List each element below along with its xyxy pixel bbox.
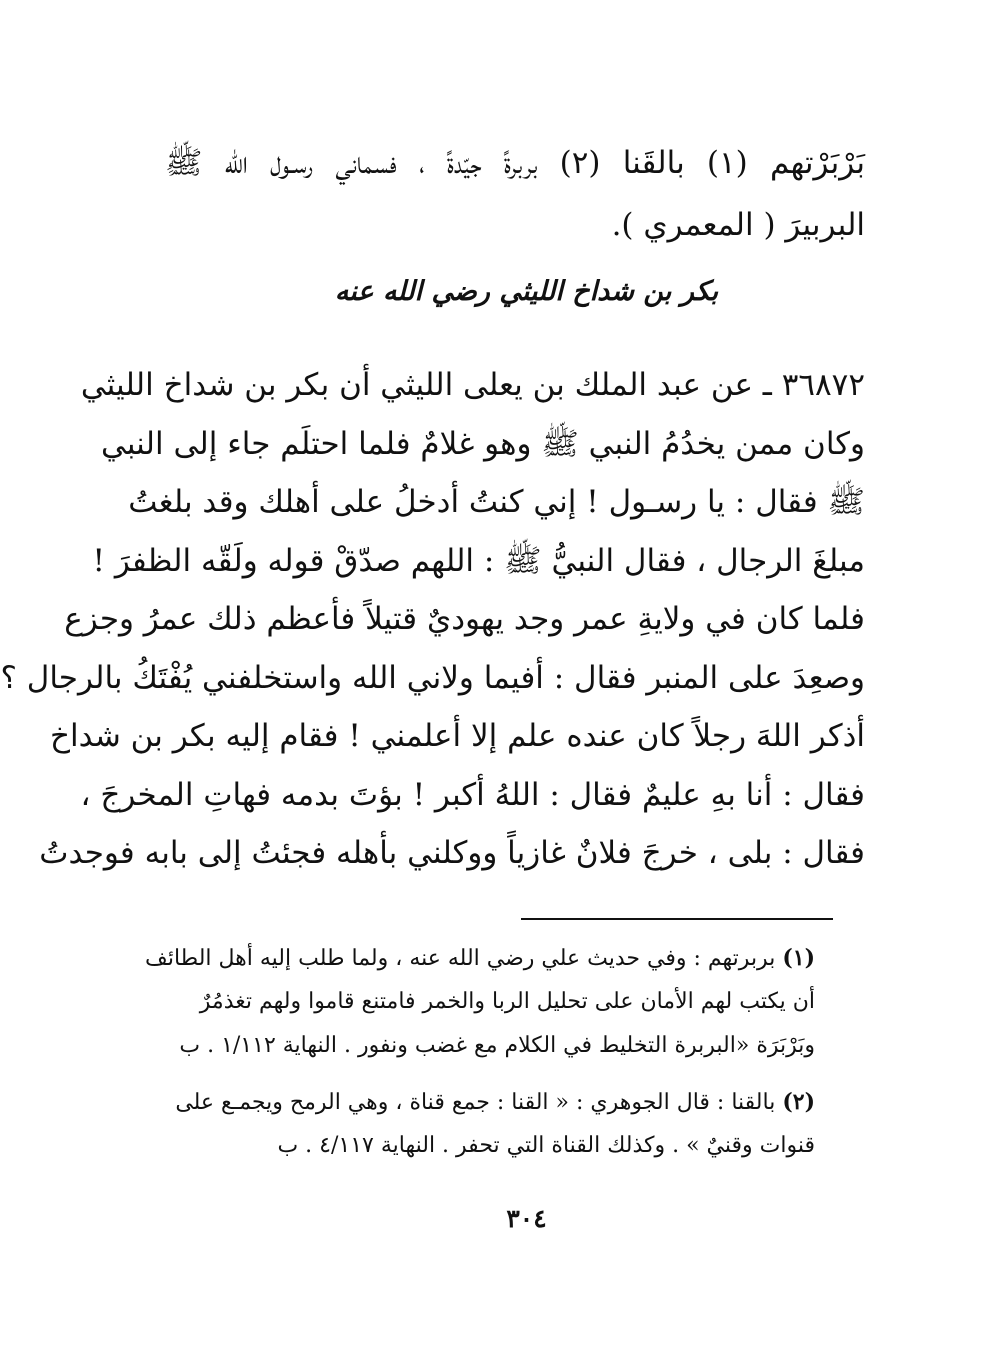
footnote-number: (١) bbox=[782, 945, 815, 971]
footnote-line: وبَرْبَرَة «البربرة التخليط في الكلام مع غضب ونفور . النهاية ١/١١٢ . ب bbox=[179, 1033, 815, 1058]
footnote-text: بالقنا : قال الجوهري : « القنا : جمع قناة ، وهي الرمح ويجمـع على bbox=[175, 1090, 776, 1115]
body-line: مبلغَ الرجال ، فقال النبيُّ ﷺ : اللهم صدّقْ قوله ولَقّه الظفرَ ! bbox=[92, 542, 865, 579]
body-line: وصعِدَ على المنبر فقال : أفيما ولاني الله واستخلفني يُفْتَكُ بالرجال ؟ bbox=[0, 659, 865, 696]
intro-line: البربيرَ ( المعمري ). bbox=[611, 207, 865, 243]
footnote-gap bbox=[135, 1070, 815, 1080]
footnote-divider bbox=[521, 918, 833, 920]
body-line: ﷺ فقال : يا رسـول ! إني كنتُ أدخلُ على أهلك وقد بلغتُ bbox=[128, 484, 865, 520]
intro-line: بَرْبَرْتهم (١) بالقَنا (٢) بربرةً جيّدةً ، فسماني رسـول الله ﷺ bbox=[165, 145, 865, 181]
footnotes bbox=[135, 936, 815, 1170]
body-line: وكان ممن يخدُمُ النبي ﷺ وهو غلامٌ فلما احتلَم جاء إلى النبي bbox=[100, 425, 865, 462]
footnote-2 bbox=[135, 1080, 815, 1168]
section-heading: بكر بن شداخ الليثي رضي الله عنه bbox=[334, 276, 719, 307]
body-line: فلما كان في ولايةِ عمر وجد يهوديٌ قتيلاً فأعظم ذلك عمرُ وجزع bbox=[64, 601, 865, 637]
body-line: فقال : بلى ، خرجَ فلانٌ غازياً ووكلني بأهله فجئتُ إلى بابه فوجدتُ bbox=[39, 835, 865, 871]
body-line: ٣٦٨٧٢ ـ عن عبد الملك بن يعلى الليثي أن بكر بن شداخ الليثي bbox=[80, 367, 865, 403]
hadith-paragraph bbox=[0, 356, 865, 883]
footnote-number: (٢) bbox=[782, 1089, 815, 1115]
footnote-1 bbox=[135, 936, 815, 1068]
footnote-text: بربرتهم : وفي حديث علي رضي الله عنه ، ولما طلب إليه أهل الطائف bbox=[145, 946, 776, 971]
page-number: ٣٠٤ bbox=[506, 1204, 547, 1233]
footnote-line: أن يكتب لهم الأمان على تحليل الربا والخمر فامتنع قاموا ولهم تغذمُرٌ bbox=[199, 989, 815, 1014]
footnote-line bbox=[135, 1080, 815, 1124]
footnote-line: قنوات وقنيٌ » . وكذلك القناة التي تحفر . النهاية ٤/١١٧ . ب bbox=[277, 1133, 815, 1158]
intro-paragraph bbox=[165, 132, 865, 256]
footnote-line bbox=[135, 936, 815, 980]
body-line: فقال : أنا بهِ عليمٌ فقال : اللهُ أكبر ! بؤتَ بدمه فهاتِ المخرجَ ، bbox=[80, 776, 865, 813]
body-line: أذكر اللهَ رجلاً كان عنده علم إلا أعلمني ! فقام إليه بكر بن شداخ bbox=[49, 718, 865, 754]
